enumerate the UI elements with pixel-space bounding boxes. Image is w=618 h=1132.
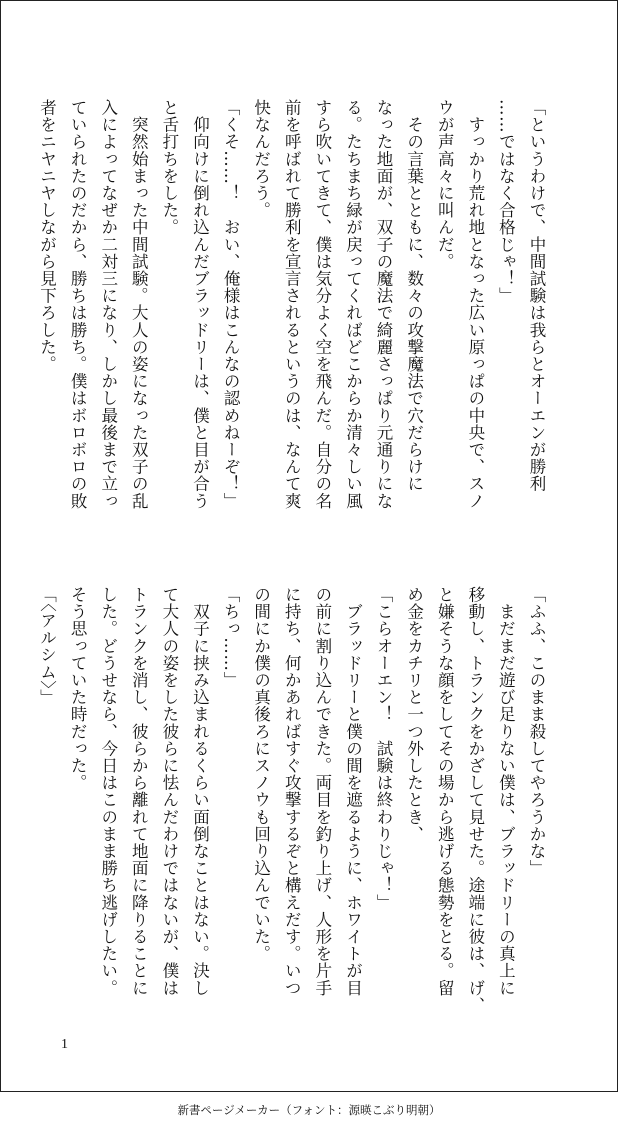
text-line: ていられたのだから、勝ちは勝ち。僕はボロボロの敗 — [68, 99, 88, 510]
text-line: 前を呼ばれて勝利を宣言されるというのは、なんて爽 — [282, 99, 302, 510]
page-number: 1 — [61, 1037, 68, 1052]
text-line: すっかり荒れ地となった広い原っぱの中央で、スノ — [465, 99, 485, 510]
text-line: に持ち、何かあればすぐ攻撃するぞと構えだす。いつ — [282, 586, 302, 997]
text-line: 「こらオーエン！ 試験は終わりじゃ！」 — [374, 586, 394, 911]
text-line: トランクを消し、彼らから離れて地面に降りることに — [129, 586, 149, 997]
text-line: 移動し、トランクをかざして見せた。途端に彼は、げ、 — [465, 586, 485, 1014]
text-line: の間にか僕の真後ろにスノウも回り込んでいた。 — [251, 586, 271, 963]
footer-caption: 新書ページメーカー（フォント：源暎こぶり明朝） — [177, 1103, 441, 1117]
text-line: め金をカチリと一つ外したとき、 — [404, 586, 424, 843]
text-line: した。どうせなら、今日はこのまま勝ち逃げしたい。 — [98, 586, 118, 997]
text-line: と嫌そうな顔をしてその場から逃げる態勢をとる。留 — [435, 586, 455, 997]
text-line: 者をニヤニヤしながら見下ろした。 — [37, 99, 57, 373]
lower-text-block — [37, 586, 551, 1014]
text-line: ウが声高々に叫んだ。 — [435, 99, 455, 270]
text-line: る。たちまち緑が戻ってくればどこからか清々しい風 — [343, 99, 363, 510]
text-line: 入によってなぜか二対三になり、しかし最後まで立っ — [98, 99, 118, 510]
text-line: ブラッドリーと僕の間を遮るように、ホワイトが目 — [343, 586, 363, 997]
text-line: そう思っていた時だった。 — [68, 586, 88, 792]
text-line: 突然始まった中間試験。大人の姿になった双子の乱 — [129, 99, 149, 510]
text-line: 仰向けに倒れ込んだブラッドリーは、僕と目が合う — [190, 99, 210, 510]
text-line: なった地面が、双子の魔法で綺麗さっぱり元通りにな — [374, 99, 394, 510]
upper-text-block — [37, 99, 551, 539]
text-line: 「ふふ、このまま殺してやろうかな」 — [527, 586, 546, 877]
text-line: まだまだ遊び足りない僕は、ブラッドリーの真上に — [496, 586, 516, 997]
text-line: 「〈アルシム〉」 — [37, 586, 57, 707]
text-line: すら吹いてきて、僕は気分よく空を飛んだ。自分の名 — [312, 99, 332, 510]
text-line: 「ちっ……」 — [221, 586, 241, 689]
text-line: 双子に挟み込まれるくらい面倒なことはない。決し — [190, 586, 210, 997]
text-line: 「くそ……！ おい、俺様はこんなの認めねーぞ！」 — [221, 99, 241, 510]
text-line: て大人の姿をした彼らに怯んだわけではないが、僕は — [159, 586, 179, 997]
text-line: と舌打ちをした。 — [159, 99, 179, 236]
text-line: その言葉とともに、数々の攻撃魔法で穴だらけに — [404, 99, 424, 493]
text-line: 快なんだろう。 — [251, 99, 271, 219]
text-line: 「というわけで、中間試験は我らとオーエンが勝利 — [527, 99, 546, 493]
text-line: ……ではなく合格じゃ！」 — [496, 99, 516, 305]
text-line: の前に割り込んできた。両目を釣り上げ、人形を片手 — [312, 586, 332, 997]
